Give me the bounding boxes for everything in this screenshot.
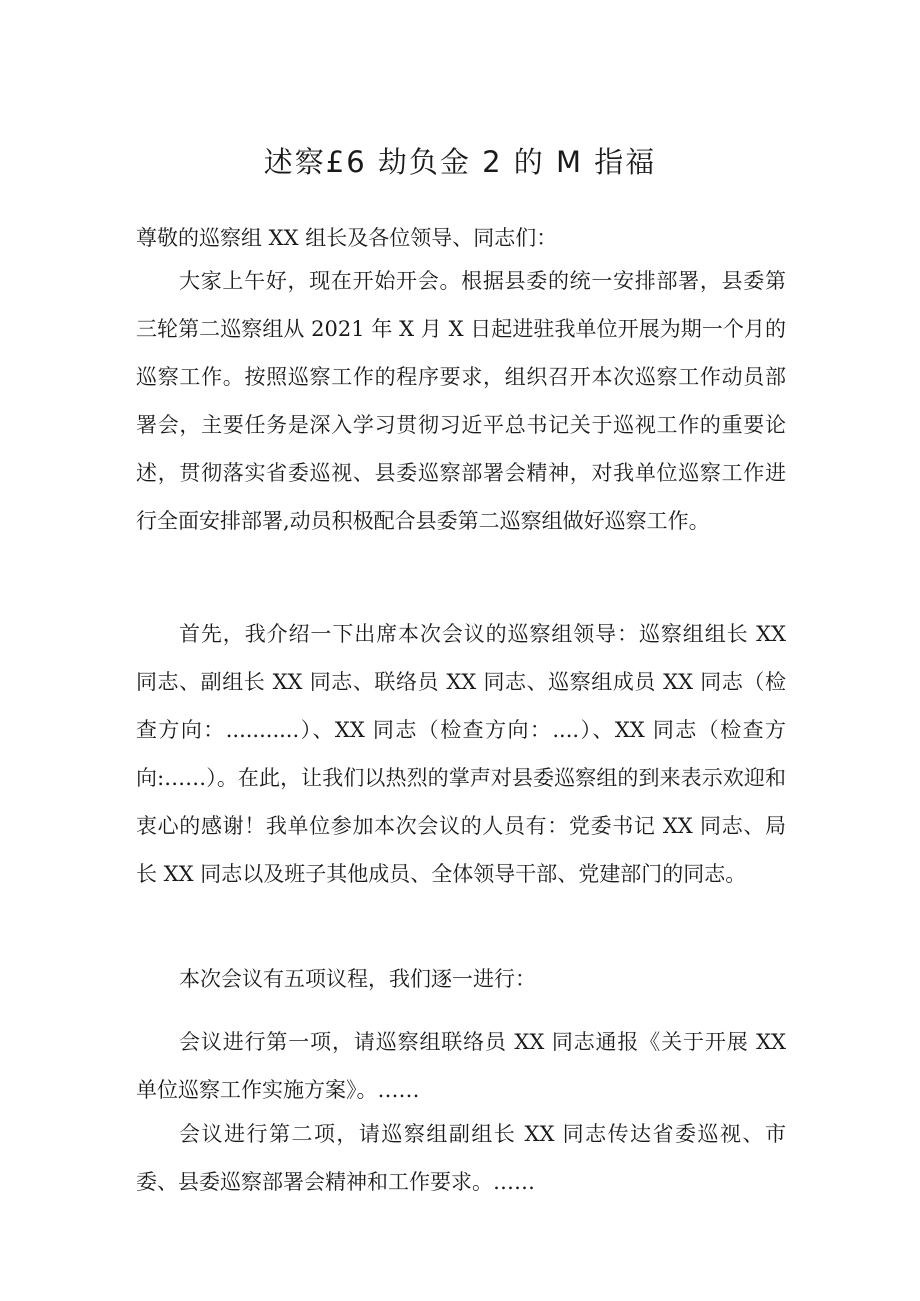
paragraph-introductions: 首先，我介绍一下出席本次会议的巡察组领导：巡察组组长 XX 同志、副组长 XX 同志、联络员 XX 同志、巡察组成员 XX 同志（检查方向：...........）、XX 同志（检查方向：....）、XX 同志（检查方向:……）。在此，让我们以热烈的掌声对县委巡察组的到来表示欢迎和衷心的感谢！我单位参加本次会议的人员有：党委书记 XX 同志、局长 XX 同志以及班子其他成员、全体领导干部、党建部门的同志。 <box>136 622 786 886</box>
paragraph-agenda-item-1: 会议进行第一项，请巡察组联络员 XX 同志通报《关于开展 XX 单位巡察工作实施方案》。…… <box>136 1030 786 1102</box>
paragraph-agenda-item-2: 会议进行第二项，请巡察组副组长 XX 同志传达省委巡视、市委、县委巡察部署会精神和工作要求。…… <box>136 1122 786 1194</box>
document-title: 述察£6 劫负金 2 的 M 指福 <box>263 145 657 179</box>
salutation: 尊敬的巡察组 XX 组长及各位领导、同志们： <box>136 226 558 250</box>
paragraph-agenda-intro: 本次会议有五项议程，我们逐一进行： <box>179 967 536 991</box>
paragraph-opening: 大家上午好，现在开始开会。根据县委的统一安排部署，县委第三轮第二巡察组从 2021 年 X 月 X 日起进驻我单位开展为期一个月的巡察工作。按照巡察工作的程序要求，组织召开本次巡察工作动员部署会，主要任务是深入学习贯彻习近平总书记关于巡视工作的重要论述，贯彻落实省委巡视、县委巡察部署会精神，对我单位巡察工作进行全面安排部署,动员积极配合县委第二巡察组做好巡察工作。 <box>136 269 786 533</box>
